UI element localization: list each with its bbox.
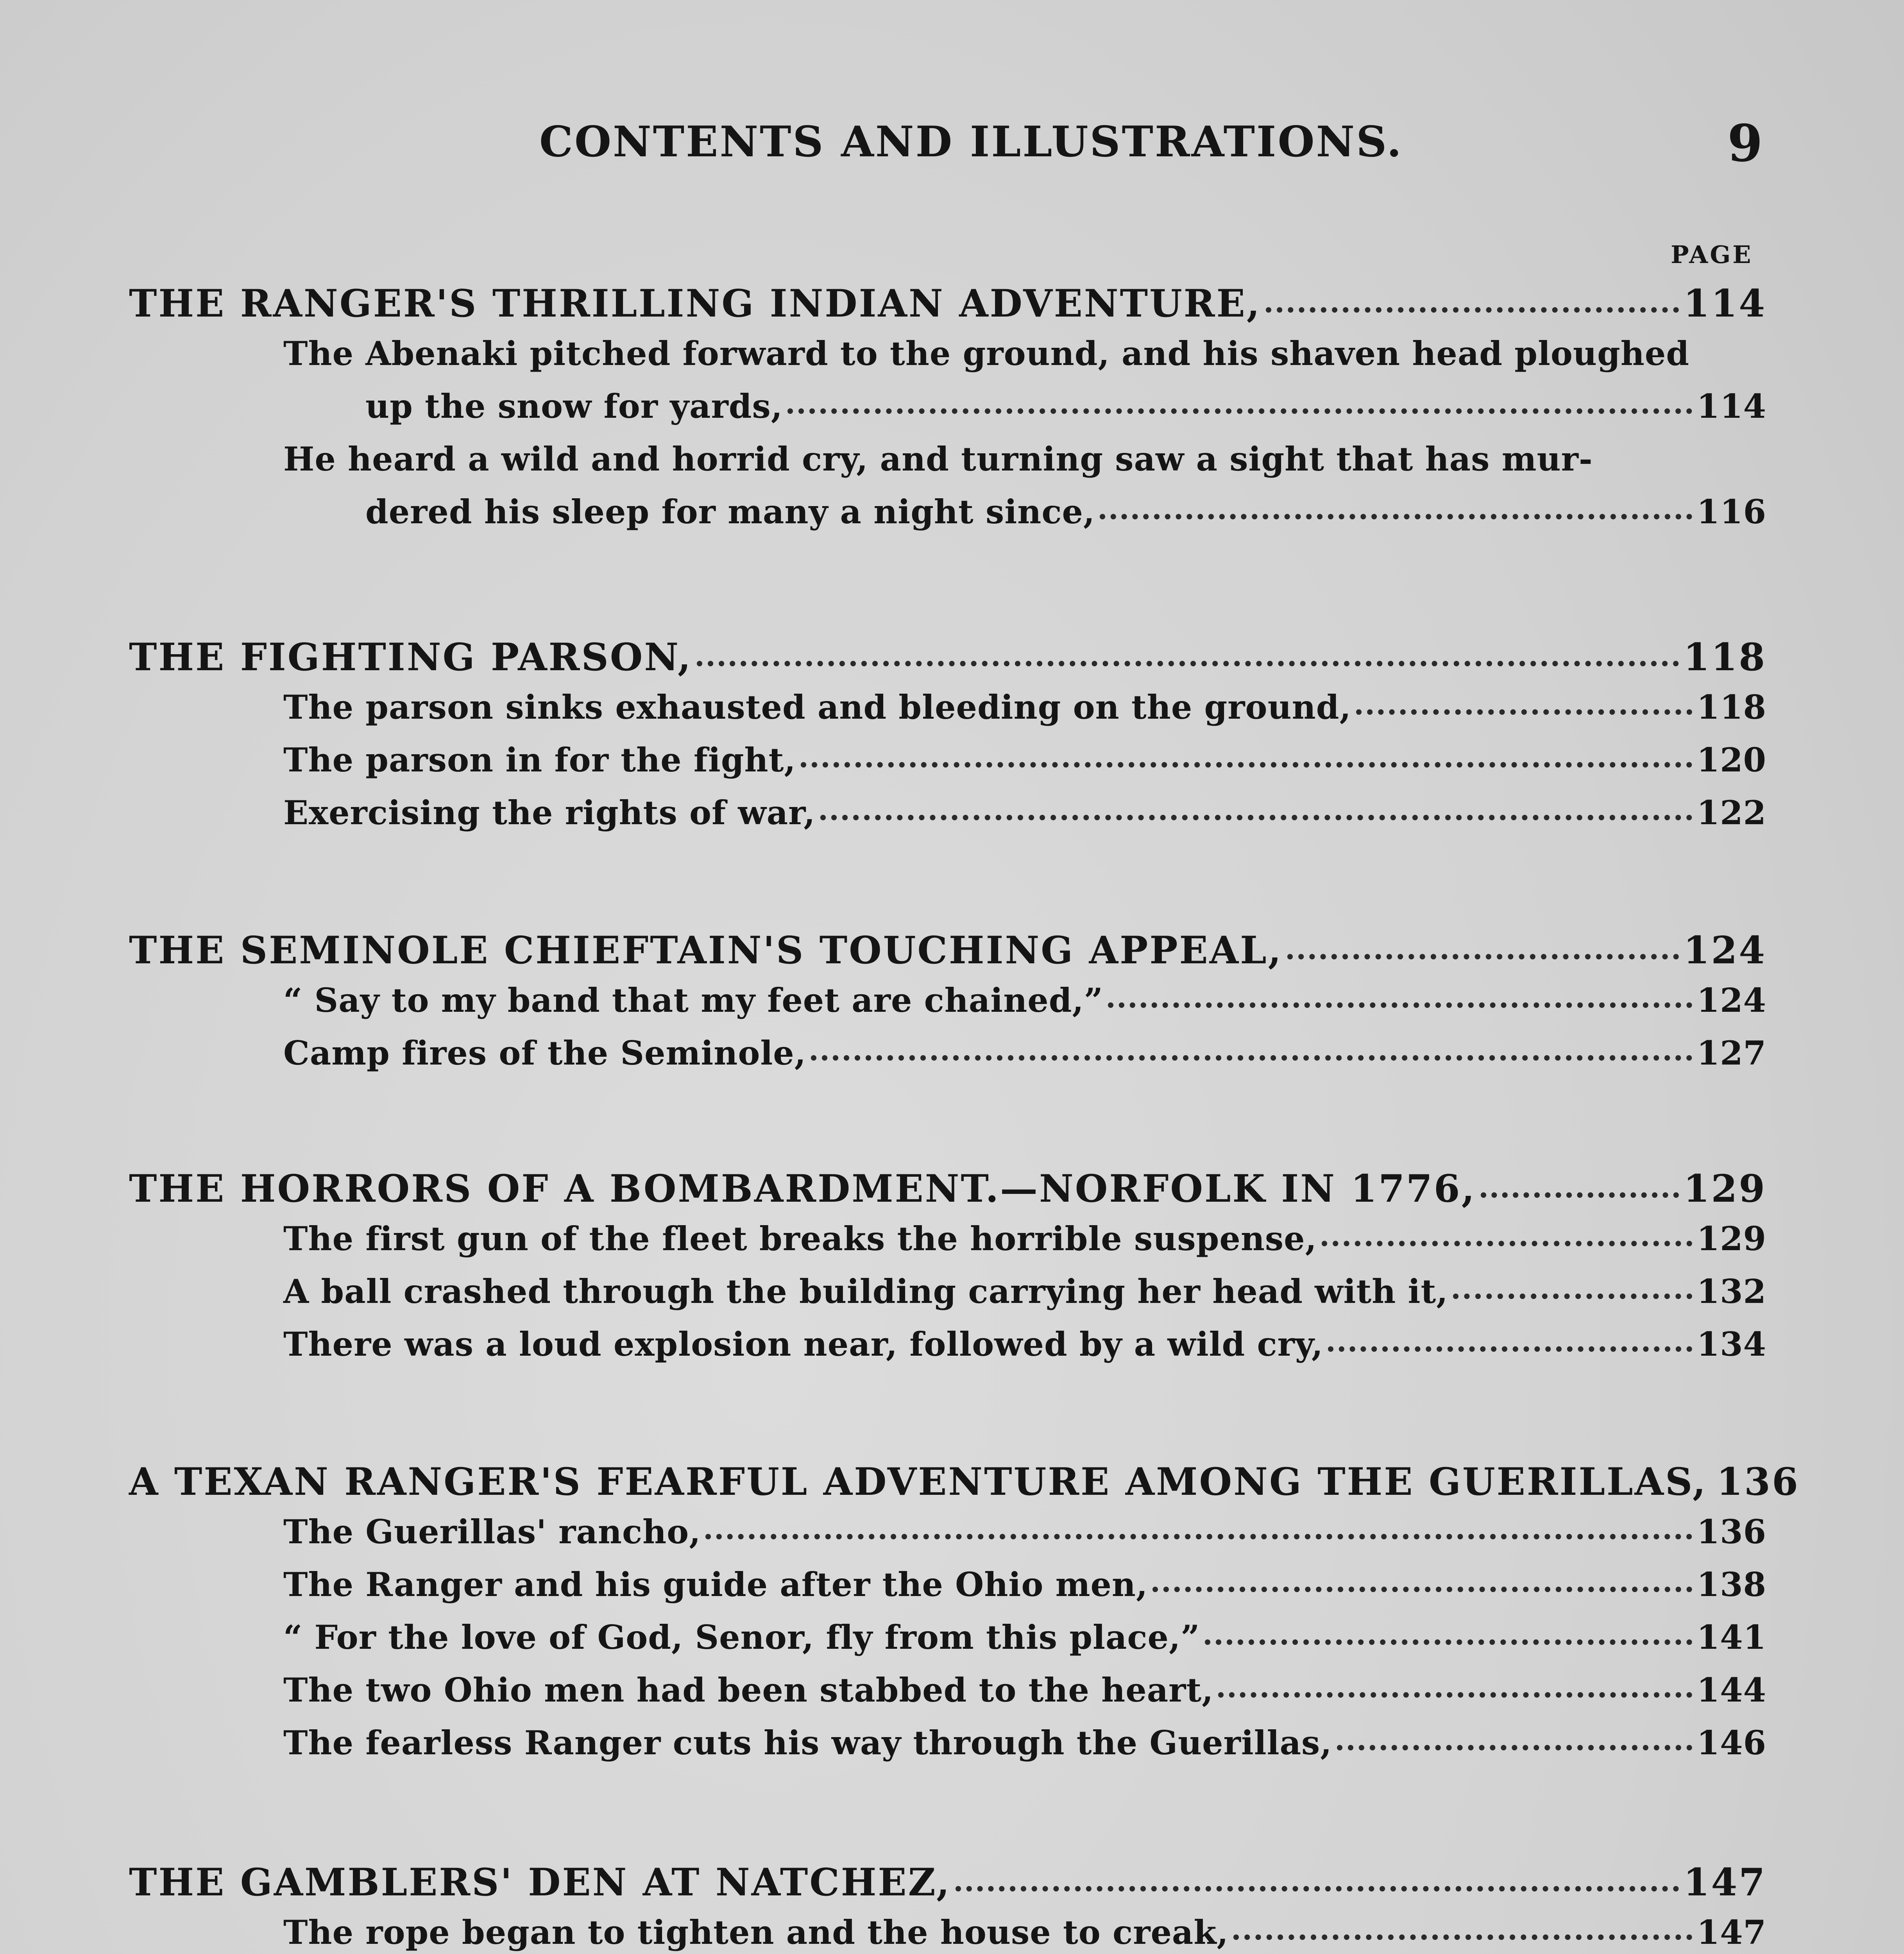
illustration-caption: There was a loud explosion near, followed by a wild cry, bbox=[283, 1325, 1323, 1364]
dot-leader bbox=[1233, 1934, 1692, 1940]
illustration-page-number: 122 bbox=[1696, 793, 1766, 832]
section-page-number: 124 bbox=[1683, 928, 1766, 972]
illustration-caption: The parson sinks exhausted and bleeding on the ground, bbox=[283, 688, 1351, 726]
illustration-caption: The Ranger and his guide after the Ohio men, bbox=[283, 1565, 1148, 1604]
dot-leader bbox=[1356, 709, 1692, 715]
toc-illustration-entry bbox=[283, 1034, 1766, 1072]
illustration-caption: The two Ohio men had been stabbed to the heart, bbox=[283, 1671, 1214, 1709]
toc-illustration-entry bbox=[365, 387, 1766, 426]
section-title: THE GAMBLERS' DEN AT NATCHEZ, bbox=[129, 1860, 951, 1904]
toc-section-heading bbox=[129, 281, 1766, 326]
dot-leader bbox=[1287, 954, 1679, 959]
dot-leader bbox=[1266, 307, 1679, 313]
toc-illustration-entry bbox=[283, 1565, 1766, 1604]
section-page-number: 129 bbox=[1683, 1167, 1766, 1211]
toc-illustration-entry bbox=[283, 1512, 1766, 1551]
toc-illustration-entry bbox=[283, 981, 1766, 1020]
illustration-page-number: 127 bbox=[1696, 1034, 1766, 1072]
illustration-caption: dered his sleep for many a night since, bbox=[365, 492, 1095, 531]
illustration-page-number: 116 bbox=[1696, 492, 1766, 531]
dot-leader bbox=[820, 815, 1692, 820]
toc-illustration-entry bbox=[283, 1671, 1766, 1709]
dot-leader bbox=[1205, 1639, 1692, 1645]
illustration-page-number: 132 bbox=[1696, 1272, 1766, 1311]
toc-illustration-entry bbox=[365, 492, 1766, 531]
section-title: THE HORRORS OF A BOMBARDMENT.—NORFOLK IN 1776, bbox=[129, 1167, 1476, 1211]
illustration-caption: The parson in for the fight, bbox=[283, 741, 796, 779]
toc-illustration-entry bbox=[283, 1325, 1766, 1364]
dot-leader bbox=[1152, 1587, 1692, 1592]
illustration-page-number: 118 bbox=[1696, 688, 1766, 726]
toc-section-heading bbox=[129, 928, 1766, 972]
section-page-number: 147 bbox=[1683, 1860, 1766, 1904]
toc-section-heading bbox=[129, 1167, 1766, 1211]
illustration-page-number: 134 bbox=[1696, 1325, 1766, 1364]
section-page-number: 114 bbox=[1683, 281, 1766, 326]
page-column-label: PAGE bbox=[1671, 240, 1753, 269]
illustration-page-number: 129 bbox=[1696, 1219, 1766, 1258]
illustration-page-number: 120 bbox=[1696, 741, 1766, 779]
illustration-caption: The first gun of the fleet breaks the horrible suspense, bbox=[283, 1219, 1317, 1258]
dot-leader bbox=[1481, 1192, 1679, 1198]
illustration-caption: The fearless Ranger cuts his way through the Guerillas, bbox=[283, 1723, 1332, 1762]
running-head: CONTENTS AND ILLUSTRATIONS. bbox=[539, 117, 1403, 166]
illustration-page-number: 147 bbox=[1696, 1913, 1766, 1952]
illustration-page-number: 136 bbox=[1696, 1512, 1766, 1551]
page-number: 9 bbox=[1727, 113, 1763, 173]
illustration-caption-line: The Abenaki pitched forward to the ground, and his shaven head ploughed bbox=[283, 334, 1689, 373]
toc-illustration-entry bbox=[283, 688, 1766, 726]
section-page-number: 118 bbox=[1683, 635, 1766, 679]
dot-leader bbox=[811, 1055, 1692, 1061]
dot-leader bbox=[1337, 1745, 1692, 1750]
illustration-caption: Exercising the rights of war, bbox=[283, 793, 816, 832]
illustration-page-number: 114 bbox=[1696, 387, 1766, 426]
dot-leader bbox=[956, 1886, 1679, 1891]
illustration-caption-line: He heard a wild and horrid cry, and turning saw a sight that has mur- bbox=[283, 440, 1593, 478]
dot-leader bbox=[1453, 1294, 1692, 1299]
illustration-caption: up the snow for yards, bbox=[365, 387, 783, 426]
toc-illustration-entry bbox=[283, 1723, 1766, 1762]
illustration-caption: The Guerillas' rancho, bbox=[283, 1512, 701, 1551]
section-page-number: 136 bbox=[1716, 1460, 1800, 1504]
toc-section-heading bbox=[129, 635, 1766, 679]
dot-leader bbox=[1328, 1346, 1692, 1352]
toc-illustration-entry bbox=[283, 1618, 1766, 1657]
toc-illustration-entry bbox=[283, 793, 1766, 832]
toc-section-heading bbox=[129, 1460, 1800, 1504]
illustration-caption: Camp fires of the Seminole, bbox=[283, 1034, 806, 1072]
dot-leader bbox=[1108, 1002, 1692, 1008]
section-title: A TEXAN RANGER'S FEARFUL ADVENTURE AMONG THE GUERILLAS, bbox=[129, 1460, 1707, 1504]
illustration-caption: The rope began to tighten and the house to creak, bbox=[283, 1913, 1229, 1952]
section-title: THE FIGHTING PARSON, bbox=[129, 635, 693, 679]
toc-illustration-entry bbox=[283, 1913, 1766, 1952]
toc-illustration-entry bbox=[283, 1272, 1766, 1311]
illustration-caption: “ For the love of God, Senor, fly from this place,” bbox=[283, 1618, 1200, 1657]
dot-leader bbox=[697, 661, 1679, 666]
illustration-page-number: 124 bbox=[1696, 981, 1766, 1020]
dot-leader bbox=[1100, 514, 1692, 519]
dot-leader bbox=[705, 1534, 1692, 1539]
illustration-page-number: 138 bbox=[1696, 1565, 1766, 1604]
toc-illustration-entry bbox=[283, 1219, 1766, 1258]
section-title: THE RANGER'S THRILLING INDIAN ADVENTURE, bbox=[129, 281, 1262, 326]
illustration-caption: “ Say to my band that my feet are chained,” bbox=[283, 981, 1104, 1020]
dot-leader bbox=[1322, 1241, 1692, 1246]
dot-leader bbox=[1218, 1692, 1692, 1698]
dot-leader bbox=[801, 762, 1692, 768]
dot-leader bbox=[787, 408, 1692, 414]
toc-illustration-entry bbox=[283, 741, 1766, 779]
toc-section-heading bbox=[129, 1860, 1766, 1904]
section-title: THE SEMINOLE CHIEFTAIN'S TOUCHING APPEAL, bbox=[129, 928, 1283, 972]
illustration-page-number: 144 bbox=[1696, 1671, 1766, 1709]
illustration-page-number: 146 bbox=[1696, 1723, 1766, 1762]
illustration-caption: A ball crashed through the building carrying her head with it, bbox=[283, 1272, 1448, 1311]
illustration-page-number: 141 bbox=[1696, 1618, 1766, 1657]
